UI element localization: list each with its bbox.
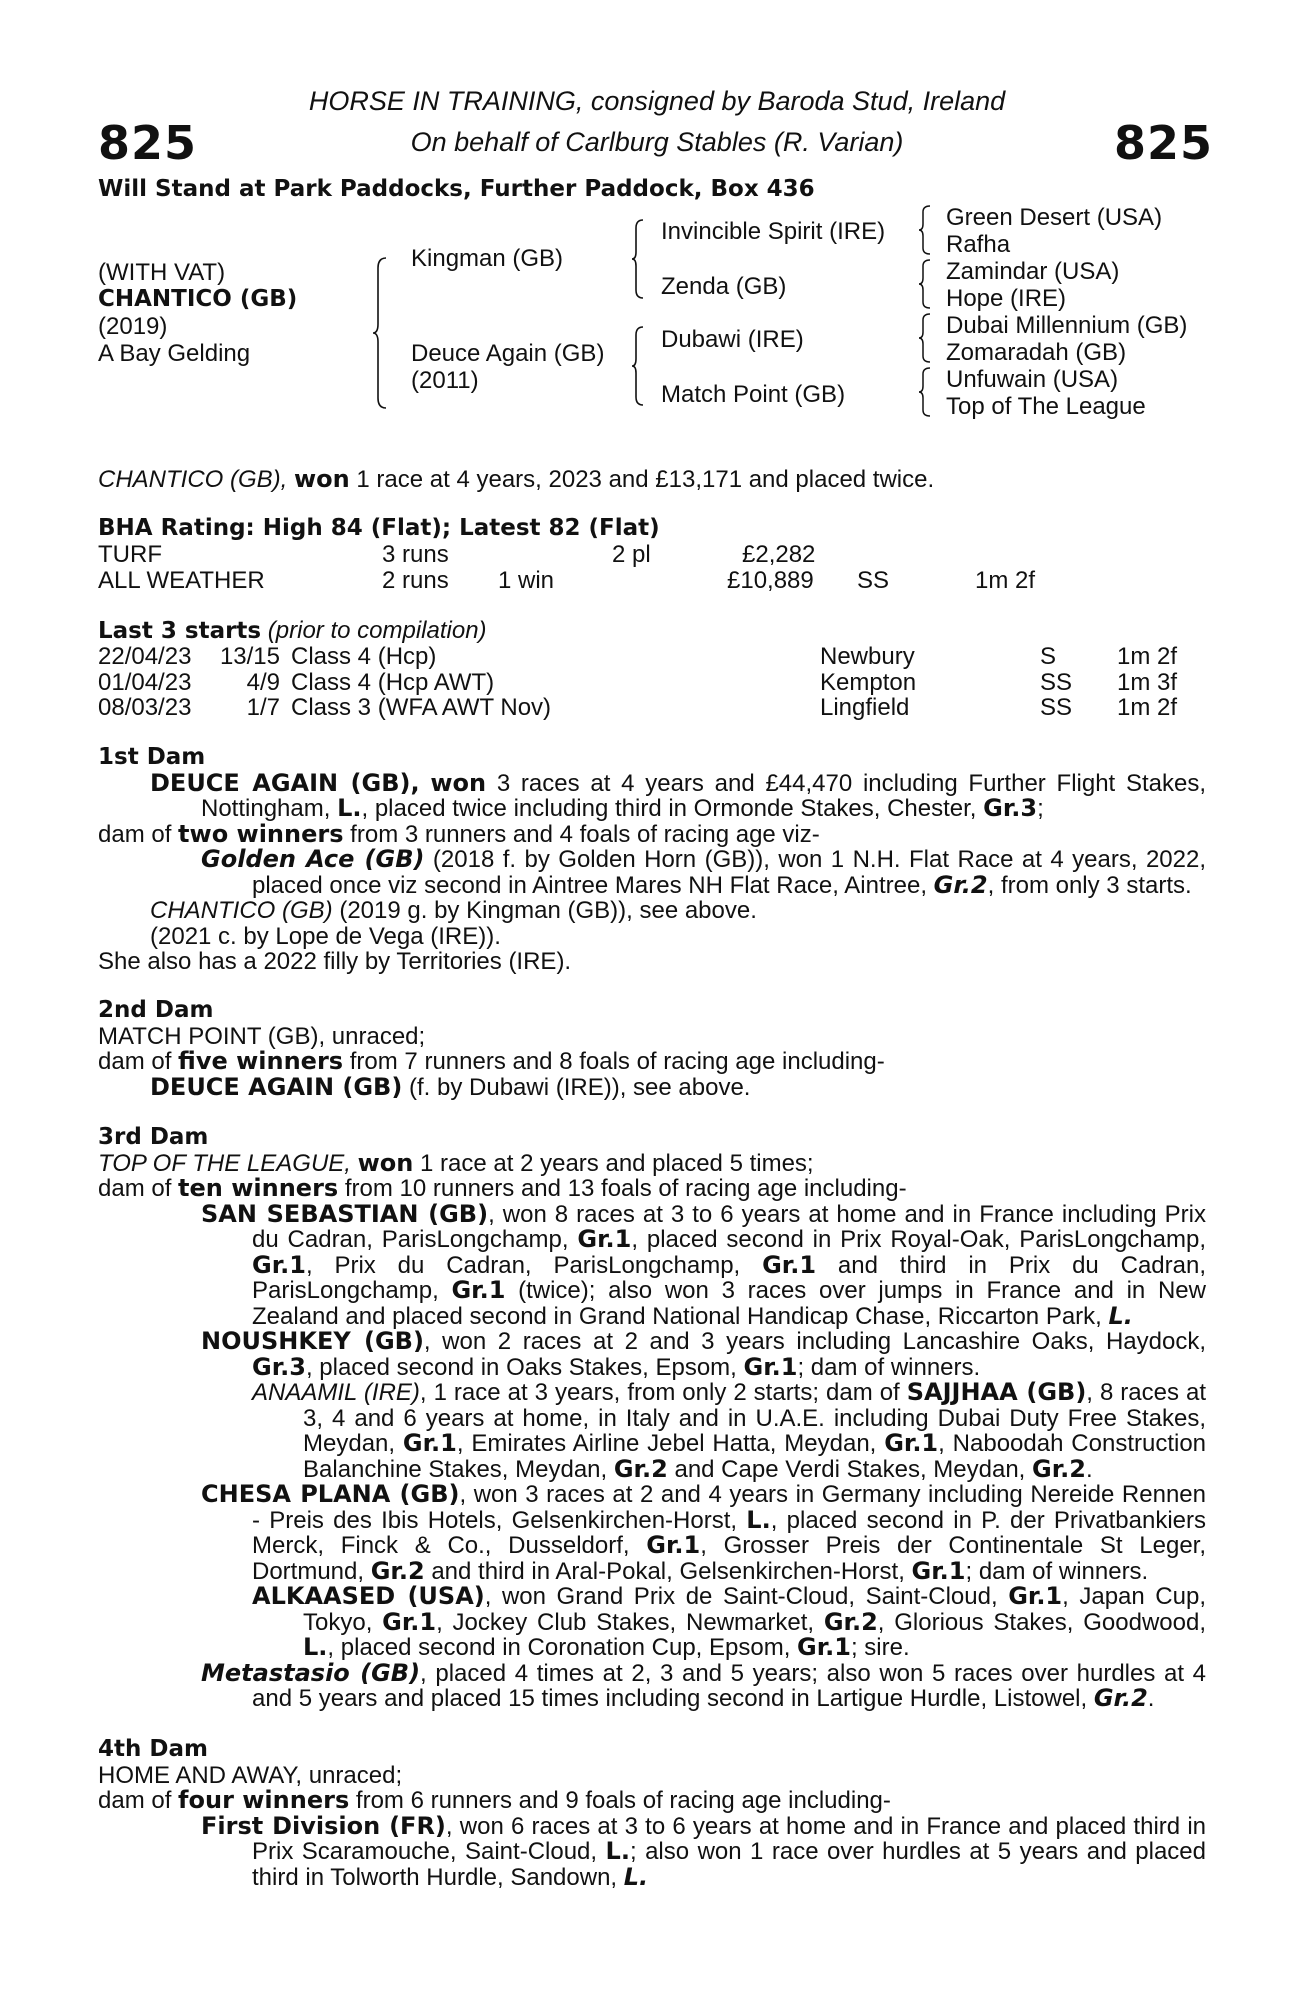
third-dam-record: [98, 1148, 1206, 1177]
produce-entry: [98, 1199, 1207, 1330]
record-runs: 2 runs: [382, 567, 449, 594]
grand-produce-entry: [98, 1380, 1206, 1482]
gen3-dds: Unfuwain (USA): [946, 366, 1119, 393]
second-dam-record: MATCH POINT (GB), unraced;: [98, 1022, 426, 1050]
text: , placed second in P. der Privatbankiers Merck, Finck & Co., Dusseldorf,: [252, 1506, 1206, 1559]
listed-label: L.: [746, 1505, 771, 1534]
listed-label: L.: [605, 1837, 630, 1865]
foal-name: ANAAMIL (IRE): [252, 1379, 420, 1406]
sire-name: Kingman (GB): [411, 245, 564, 272]
last-starts-title: Last 3 starts: [98, 618, 262, 644]
text: (2019 g. by Kingman (GB)), see above.: [332, 897, 757, 924]
listed-label: L.: [1108, 1301, 1133, 1330]
start-position: 4/9: [246, 669, 280, 696]
dam-name: TOP OF THE LEAGUE,: [98, 1149, 351, 1177]
summary-text: 1 race at 4 years, 2023 and £13,171 and placed twice.: [349, 466, 935, 493]
start-position: 1/7: [246, 694, 280, 721]
text: ; sire.: [850, 1634, 910, 1661]
record-surface: TURF: [98, 541, 162, 568]
start-distance: 1m 2f: [1117, 694, 1178, 721]
grade-label: Gr.2: [933, 870, 988, 899]
start-date: 01/04/23: [98, 669, 192, 696]
winners-count: five winners: [178, 1047, 344, 1075]
listed-label: L.: [623, 1862, 649, 1891]
text: 1 race at 2 years and placed 5 times;: [413, 1149, 814, 1177]
grade-label: Gr.2: [1093, 1684, 1148, 1712]
start-date: 22/04/23: [98, 643, 192, 670]
start-race: Class 4 (Hcp): [291, 643, 437, 670]
produce-line: [98, 1049, 1206, 1075]
winners-count: ten winners: [178, 1174, 339, 1202]
start-going: SS: [1040, 669, 1073, 696]
won-label: won: [430, 768, 487, 797]
brace-ss: [918, 204, 932, 256]
sire-brace: [631, 218, 645, 300]
text: , from only 3 starts.: [987, 871, 1192, 899]
brace-dd: [918, 366, 932, 418]
foal-name: Golden Ace (GB): [201, 845, 425, 873]
gen3-sss: Green Desert (USA): [946, 204, 1163, 231]
section-heading: 3rd Dam: [98, 1124, 209, 1150]
gen3-dsd: Zomaradah (GB): [946, 339, 1127, 366]
grade-label: Gr.2: [370, 1556, 425, 1585]
text: , Naboodah Construction Balanchine Stakes, Meydan,: [303, 1430, 1207, 1483]
produce-line: [98, 1176, 1206, 1202]
stand-line: Will Stand at Park Paddocks, Further Paddock, Box 436: [98, 176, 815, 202]
record-text: ;: [1037, 795, 1044, 822]
behalf-line: On behalf of Carlburg Stables (R. Varian): [410, 127, 904, 157]
won-label: won: [357, 1148, 414, 1177]
text: ; also won 1 race over hurdles at 5 years and placed third in Tolworth Hurdle, Sandown,: [252, 1838, 1206, 1891]
fourth-dam-record: HOME AND AWAY, unraced;: [98, 1761, 403, 1789]
horse-year: (2019): [98, 313, 168, 340]
winners-count: four winners: [178, 1786, 350, 1814]
dam-year: (2011): [411, 367, 479, 394]
text: .: [1147, 1685, 1155, 1712]
text: from 7 runners and 8 foals of racing age including-: [343, 1048, 885, 1075]
grade-label: Gr.3: [252, 1352, 306, 1381]
produce-entry: (2021 c. by Lope de Vega (IRE)).: [150, 922, 501, 950]
text: ; dam of winners.: [797, 1353, 981, 1381]
produce-entry: [98, 1658, 1206, 1712]
section-heading: 1st Dam: [98, 744, 206, 770]
text: , won 3 races at 2 and 4 years in Germany including Nereide Rennen - Preis des Ibis Hotels, Gelsenkirchen-Horst,: [252, 1481, 1206, 1534]
text: (f. by Dubawi (IRE)), see above.: [402, 1073, 751, 1101]
foal-name: ALKAASED (USA): [252, 1582, 485, 1610]
text: .: [1085, 1455, 1093, 1483]
dam-sire: Dubawi (IRE): [661, 326, 804, 353]
produce-entry: [98, 898, 1206, 924]
start-course: Newbury: [820, 643, 915, 670]
listed-label: L.: [303, 1633, 328, 1661]
dam-brace: [631, 325, 645, 407]
horse-description: A Bay Gelding: [98, 340, 251, 367]
record-wins: 1 win: [498, 567, 555, 594]
record-surface: ALL WEATHER: [98, 567, 265, 594]
foal-name: SAJJHAA (GB): [906, 1378, 1087, 1406]
text: from 6 runners and 9 foals of racing age including-: [349, 1787, 891, 1814]
lot-number-left: 825: [98, 116, 198, 170]
text: , won 6 races at 3 to 6 years at home and in France and placed third in Prix Scaramouche, Saint-Cloud,: [252, 1812, 1206, 1865]
text: , Glorious Stakes, Goodwood,: [877, 1608, 1206, 1636]
rating-line: BHA Rating: High 84 (Flat); Latest 82 (Flat): [98, 515, 660, 541]
text: and third in Aral-Pokal, Gelsenkirchen-Horst,: [424, 1557, 912, 1585]
listed-label: L.: [337, 794, 362, 822]
grade-label: Gr.1: [382, 1607, 437, 1636]
grade-label: Gr.1: [762, 1250, 817, 1279]
fourth-dam-section: [98, 1737, 1206, 1890]
text: , placed 4 times at 2, 3 and 5 years; also won 5 races over hurdles at 4 and 5 years and placed 15 times including second in Lartigue Hurdle, Listowel,: [252, 1659, 1206, 1712]
third-dam-section: [98, 1125, 1206, 1712]
section-heading: 4th Dam: [98, 1736, 208, 1762]
text: , placed second in Prix Royal-Oak, ParisLongchamp,: [631, 1226, 1206, 1253]
record-text: , placed twice including third in Ormonde Stakes, Chester,: [361, 795, 984, 822]
gen3-ddd: Top of The League: [946, 393, 1146, 420]
grade-label: Gr.1: [743, 1352, 798, 1381]
gen3-ssd: Rafha: [946, 231, 1011, 258]
text: , Japan Cup, Tokyo,: [303, 1583, 1207, 1636]
text: , Grosser Preis der Continentale St Leger, Dortmund,: [252, 1532, 1206, 1585]
brace-sd: [918, 258, 932, 310]
text: , won Grand Prix de Saint-Cloud, Saint-Cloud,: [484, 1583, 1009, 1610]
produce-entry: [98, 847, 1206, 898]
text: , Jockey Club Stakes, Newmarket,: [436, 1608, 824, 1636]
record-money: £10,889: [727, 567, 814, 594]
produce-entry: [98, 1072, 1206, 1101]
vat-note: (WITH VAT): [98, 259, 226, 286]
text: , won 8 races at 3 to 6 years at home and in France including Prix du Cadran, ParisLongchamp,: [252, 1200, 1206, 1253]
produce-line: [98, 819, 1206, 848]
grade-label: Gr.1: [1008, 1582, 1063, 1610]
produce-entry: [98, 1329, 1206, 1380]
text: , Emirates Airline Jebel Hatta, Meydan,: [456, 1430, 885, 1457]
text: dam of: [98, 820, 179, 848]
horse-name: CHANTICO (GB): [98, 286, 298, 312]
sire-dam: Zenda (GB): [661, 273, 787, 300]
produce-entry: [98, 1811, 1206, 1891]
text: , placed second in Oaks Stakes, Epsom,: [305, 1353, 744, 1381]
dam-name: Deuce Again (GB): [411, 340, 605, 367]
brace-ds: [918, 312, 932, 364]
record-distance: 1m 2f: [975, 567, 1036, 594]
text: , 1 race at 3 years, from only 2 starts; dam of: [419, 1379, 907, 1406]
text: , 8 races at 3, 4 and 6 years at home, in Italy and in U.A.E. including Dubai Duty Free Stakes, Meydan,: [303, 1379, 1207, 1457]
grade-label: Gr.1: [451, 1276, 506, 1304]
dam-name: DEUCE AGAIN (GB),: [150, 768, 420, 797]
grade-label: Gr.1: [884, 1429, 939, 1457]
text: , won 2 races at 2 and 3 years including Lancashire Oaks, Haydock,: [423, 1328, 1206, 1355]
start-position: 13/15: [219, 643, 280, 670]
foal-name: DEUCE AGAIN (GB): [150, 1072, 403, 1101]
start-course: Lingfield: [820, 694, 910, 721]
summary-horse-name: CHANTICO (GB),: [98, 466, 288, 493]
grade-label: Gr.1: [797, 1633, 851, 1661]
foal-name: CHANTICO (GB): [150, 897, 333, 924]
start-course: Kempton: [820, 669, 917, 696]
start-distance: 1m 2f: [1117, 643, 1178, 670]
grade-label: Gr.2: [823, 1607, 878, 1636]
grade-label: Gr.1: [402, 1429, 457, 1457]
record-placed: 2 pl: [612, 541, 651, 568]
last-starts-heading: [98, 617, 487, 645]
produce-line: [98, 1788, 1206, 1814]
consignor-line: HORSE IN TRAINING, consigned by Baroda Stud, Ireland: [308, 86, 1006, 116]
record-text: 3 races at 4 years and £44,470 including Further Flight Stakes, Nottingham,: [201, 769, 1206, 822]
gen3-dss: Dubai Millennium (GB): [946, 312, 1188, 339]
gen3-sdd: Hope (IRE): [946, 285, 1067, 312]
text: and third in Prix du Cadran, ParisLongchamp,: [252, 1251, 1207, 1304]
grade-label: Gr.1: [911, 1556, 966, 1585]
text: dam of: [98, 1787, 179, 1814]
sire-sire: Invincible Spirit (IRE): [661, 218, 886, 245]
foal-name: NOUSHKEY (GB): [201, 1327, 424, 1355]
text: (twice); also won 3 races over jumps in France and in New Zealand and placed second in Grand National Handicap Chase, Riccarton Park,: [252, 1277, 1206, 1330]
record-runs: 3 runs: [382, 541, 449, 568]
start-going: SS: [1040, 694, 1073, 721]
foal-name: Metastasio (GB): [201, 1658, 421, 1687]
foal-name: First Division (FR): [201, 1811, 446, 1840]
first-dam-record: [98, 768, 1206, 822]
text: and Cape Verdi Stakes, Meydan,: [667, 1455, 1033, 1483]
main-brace: [372, 256, 388, 410]
text: , placed second in Coronation Cup, Epsom,: [327, 1634, 798, 1661]
summary-won: won: [294, 465, 350, 493]
start-race: Class 4 (Hcp AWT): [291, 669, 495, 696]
lot-number-right: 825: [1114, 116, 1214, 170]
start-date: 08/03/23: [98, 694, 192, 721]
grand-produce-entry: [98, 1584, 1206, 1661]
grade-label: Gr.1: [646, 1531, 701, 1559]
foal-name: CHESA PLANA (GB): [201, 1480, 460, 1508]
dam-dam: Match Point (GB): [661, 381, 846, 408]
record-money: £2,282: [742, 541, 816, 568]
text: dam of: [98, 1175, 179, 1202]
text: , Prix du Cadran, ParisLongchamp,: [305, 1251, 763, 1279]
first-dam-section: [98, 745, 1206, 975]
text: ; dam of winners.: [965, 1557, 1149, 1585]
grade-label: Gr.1: [577, 1225, 632, 1253]
race-summary: [98, 465, 934, 494]
last-starts-note: (prior to compilation): [267, 617, 487, 644]
gen3-sds: Zamindar (USA): [946, 258, 1120, 285]
produce-entry: [98, 1482, 1206, 1584]
record-going: SS: [857, 567, 890, 594]
grade-label: Gr.2: [1032, 1454, 1086, 1483]
produce-note: She also has a 2022 filly by Territories (IRE).: [98, 948, 572, 975]
winners-count: two winners: [178, 819, 344, 848]
start-race: Class 3 (WFA AWT Nov): [291, 694, 552, 721]
text: from 3 runners and 4 foals of racing age viz-: [343, 820, 820, 848]
start-going: S: [1040, 643, 1057, 670]
foal-name: SAN SEBASTIAN (GB): [201, 1199, 489, 1228]
text: dam of: [98, 1048, 179, 1075]
start-distance: 1m 3f: [1117, 669, 1178, 696]
grade-label: Gr.3: [983, 794, 1038, 822]
text: from 10 runners and 13 foals of racing age including-: [338, 1175, 907, 1202]
second-dam-section: [98, 998, 1206, 1100]
text: (2018 f. by Golden Horn (GB)), won 1 N.H. Flat Race at 4 years, 2022, placed once viz second in Aintree Mares NH Flat Race, Aintree,: [252, 846, 1207, 899]
grade-label: Gr.2: [613, 1454, 668, 1483]
section-heading: 2nd Dam: [98, 997, 214, 1023]
grade-label: Gr.1: [252, 1250, 306, 1279]
